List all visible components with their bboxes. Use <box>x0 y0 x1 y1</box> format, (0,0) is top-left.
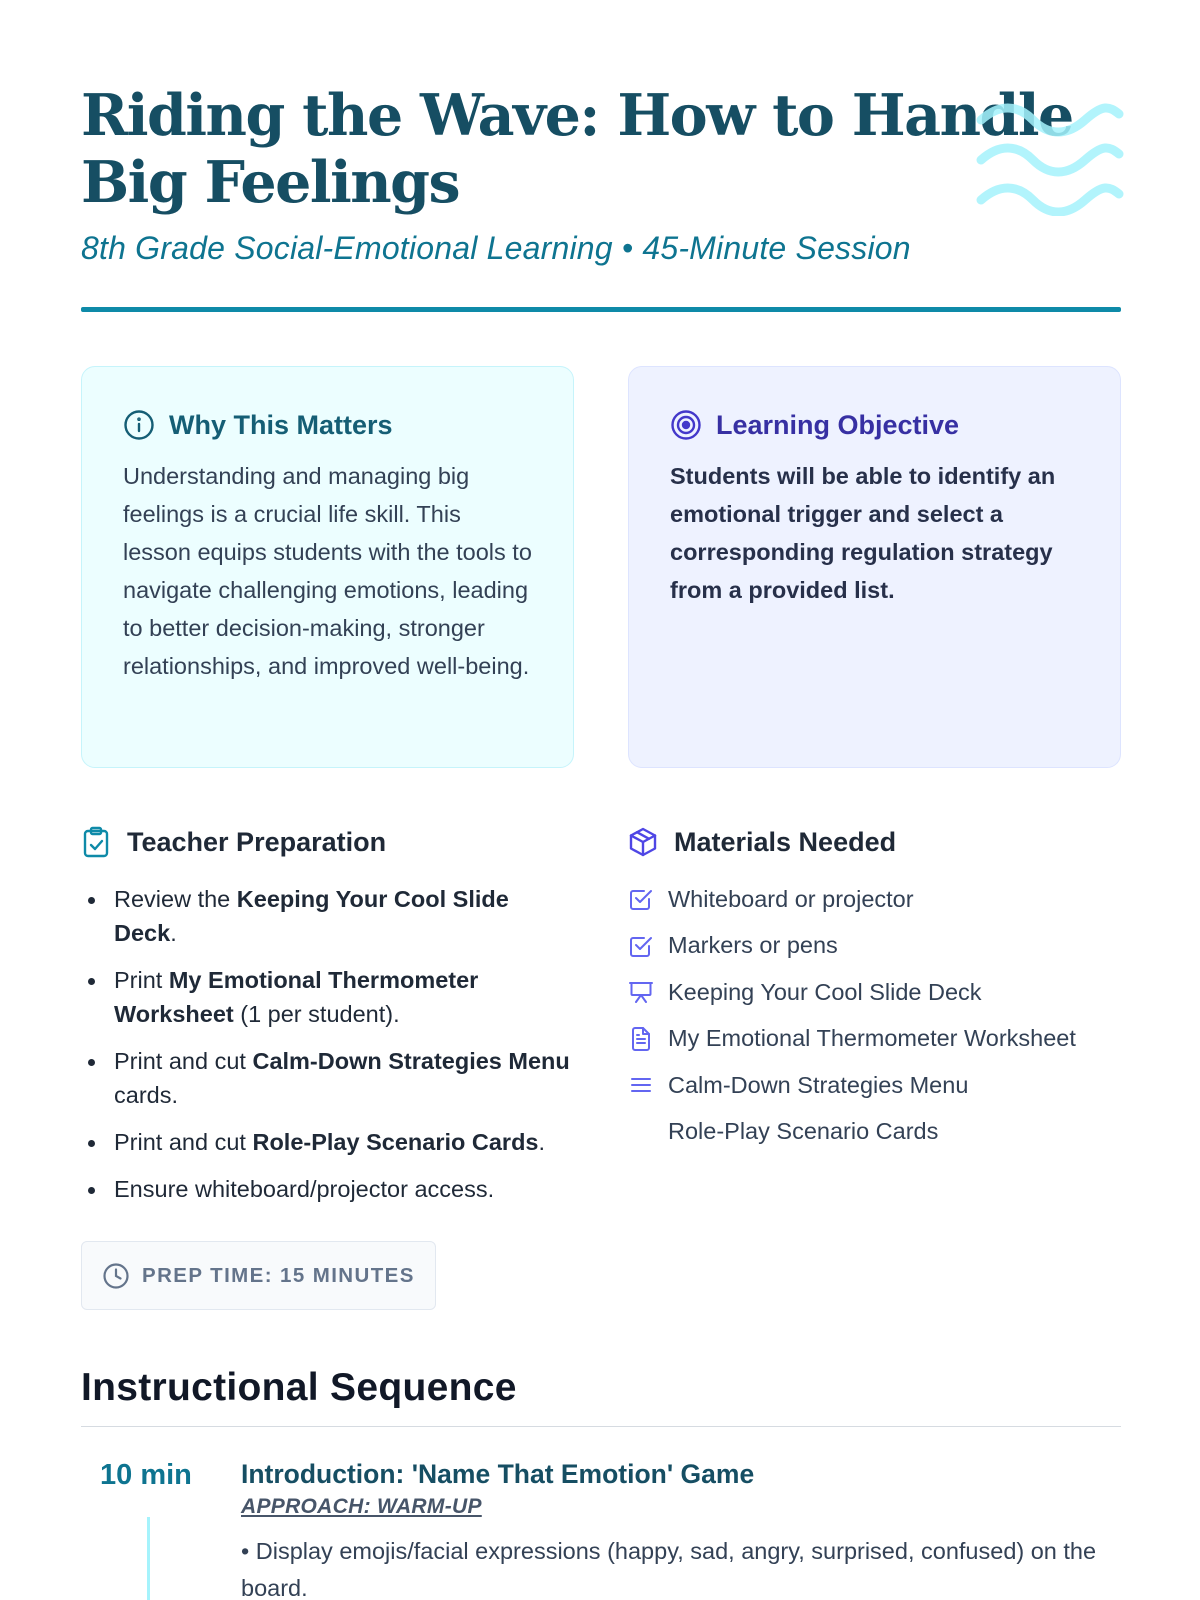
objective-body: Students will be able to identify an emotional trigger and select a corresponding regulation strategy from a provided list. <box>670 463 1056 603</box>
learning-objective-card <box>628 366 1121 768</box>
why-this-matters-card <box>81 366 574 768</box>
page-subtitle: 8th Grade Social-Emotional Learning • 45-Minute Session <box>81 230 911 266</box>
clipboard-check-icon <box>81 826 111 858</box>
sequence-divider <box>81 1426 1121 1427</box>
step-duration: 10 min <box>100 1459 192 1491</box>
document-icon <box>628 1026 654 1052</box>
step-title: Introduction: 'Name That Emotion' Game <box>241 1459 755 1489</box>
teacher-preparation <box>81 826 574 1310</box>
overview-cards <box>81 366 1121 768</box>
checkbox-icon <box>628 886 654 912</box>
materials-list <box>628 882 1121 1149</box>
list-item: Whiteboard or projector <box>628 882 1121 916</box>
waves-icon <box>975 98 1125 216</box>
step-description: • Display emojis/facial expressions (happy, sad, angry, surprised, confused) on the board. <box>241 1538 1097 1600</box>
step-approach: APPROACH: WARM-UP <box>241 1495 482 1518</box>
sequence-title: Instructional Sequence <box>81 1366 517 1409</box>
why-body: Understanding and managing big feelings is a crucial life skill. This lesson equips students with the tools to navigate challenging emotions, leading to better decision-making, stronger relationships, and improved well-being. <box>123 463 532 679</box>
info-circle-icon <box>123 409 155 441</box>
list-item: Print My Emotional Thermometer Worksheet (1 per student). <box>81 963 574 1031</box>
list-item: Print and cut Role-Play Scenario Cards. <box>81 1125 574 1159</box>
header-divider <box>81 307 1121 312</box>
clock-icon <box>102 1262 130 1290</box>
materials-title: Materials Needed <box>674 826 897 857</box>
prep-title: Teacher Preparation <box>127 826 387 857</box>
list-item: Markers or pens <box>628 929 1121 963</box>
prep-list <box>81 882 574 1206</box>
lesson-header <box>81 0 1121 312</box>
list-item: Review the Keeping Your Cool Slide Deck. <box>81 882 574 950</box>
objective-title: Learning Objective <box>716 409 960 440</box>
page-title: Riding the Wave: How to Handle Big Feelings <box>81 82 1073 216</box>
target-icon <box>670 409 702 441</box>
why-title: Why This Matters <box>169 409 393 440</box>
list-item: Calm-Down Strategies Menu <box>628 1068 1121 1102</box>
presentation-icon <box>628 979 654 1005</box>
package-icon <box>628 826 658 858</box>
list-item: Print and cut Calm-Down Strategies Menu cards. <box>81 1044 574 1112</box>
list-item: Keeping Your Cool Slide Deck <box>628 975 1121 1009</box>
prep-time-badge <box>81 1241 436 1310</box>
checkbox-icon <box>628 933 654 959</box>
materials-needed <box>628 826 1121 1310</box>
sequence-step <box>81 1459 1121 1600</box>
list-item: Ensure whiteboard/projector access. <box>81 1172 574 1206</box>
list-icon <box>628 1072 654 1098</box>
list-item: My Emotional Thermometer Worksheet <box>628 1022 1121 1056</box>
timeline-line <box>147 1517 150 1600</box>
prep-time-label: PREP TIME: 15 MINUTES <box>142 1263 415 1287</box>
prep-materials-section <box>81 826 1121 1310</box>
lesson-plan-page <box>81 0 1121 1600</box>
list-item: Role-Play Scenario Cards <box>668 1118 939 1144</box>
